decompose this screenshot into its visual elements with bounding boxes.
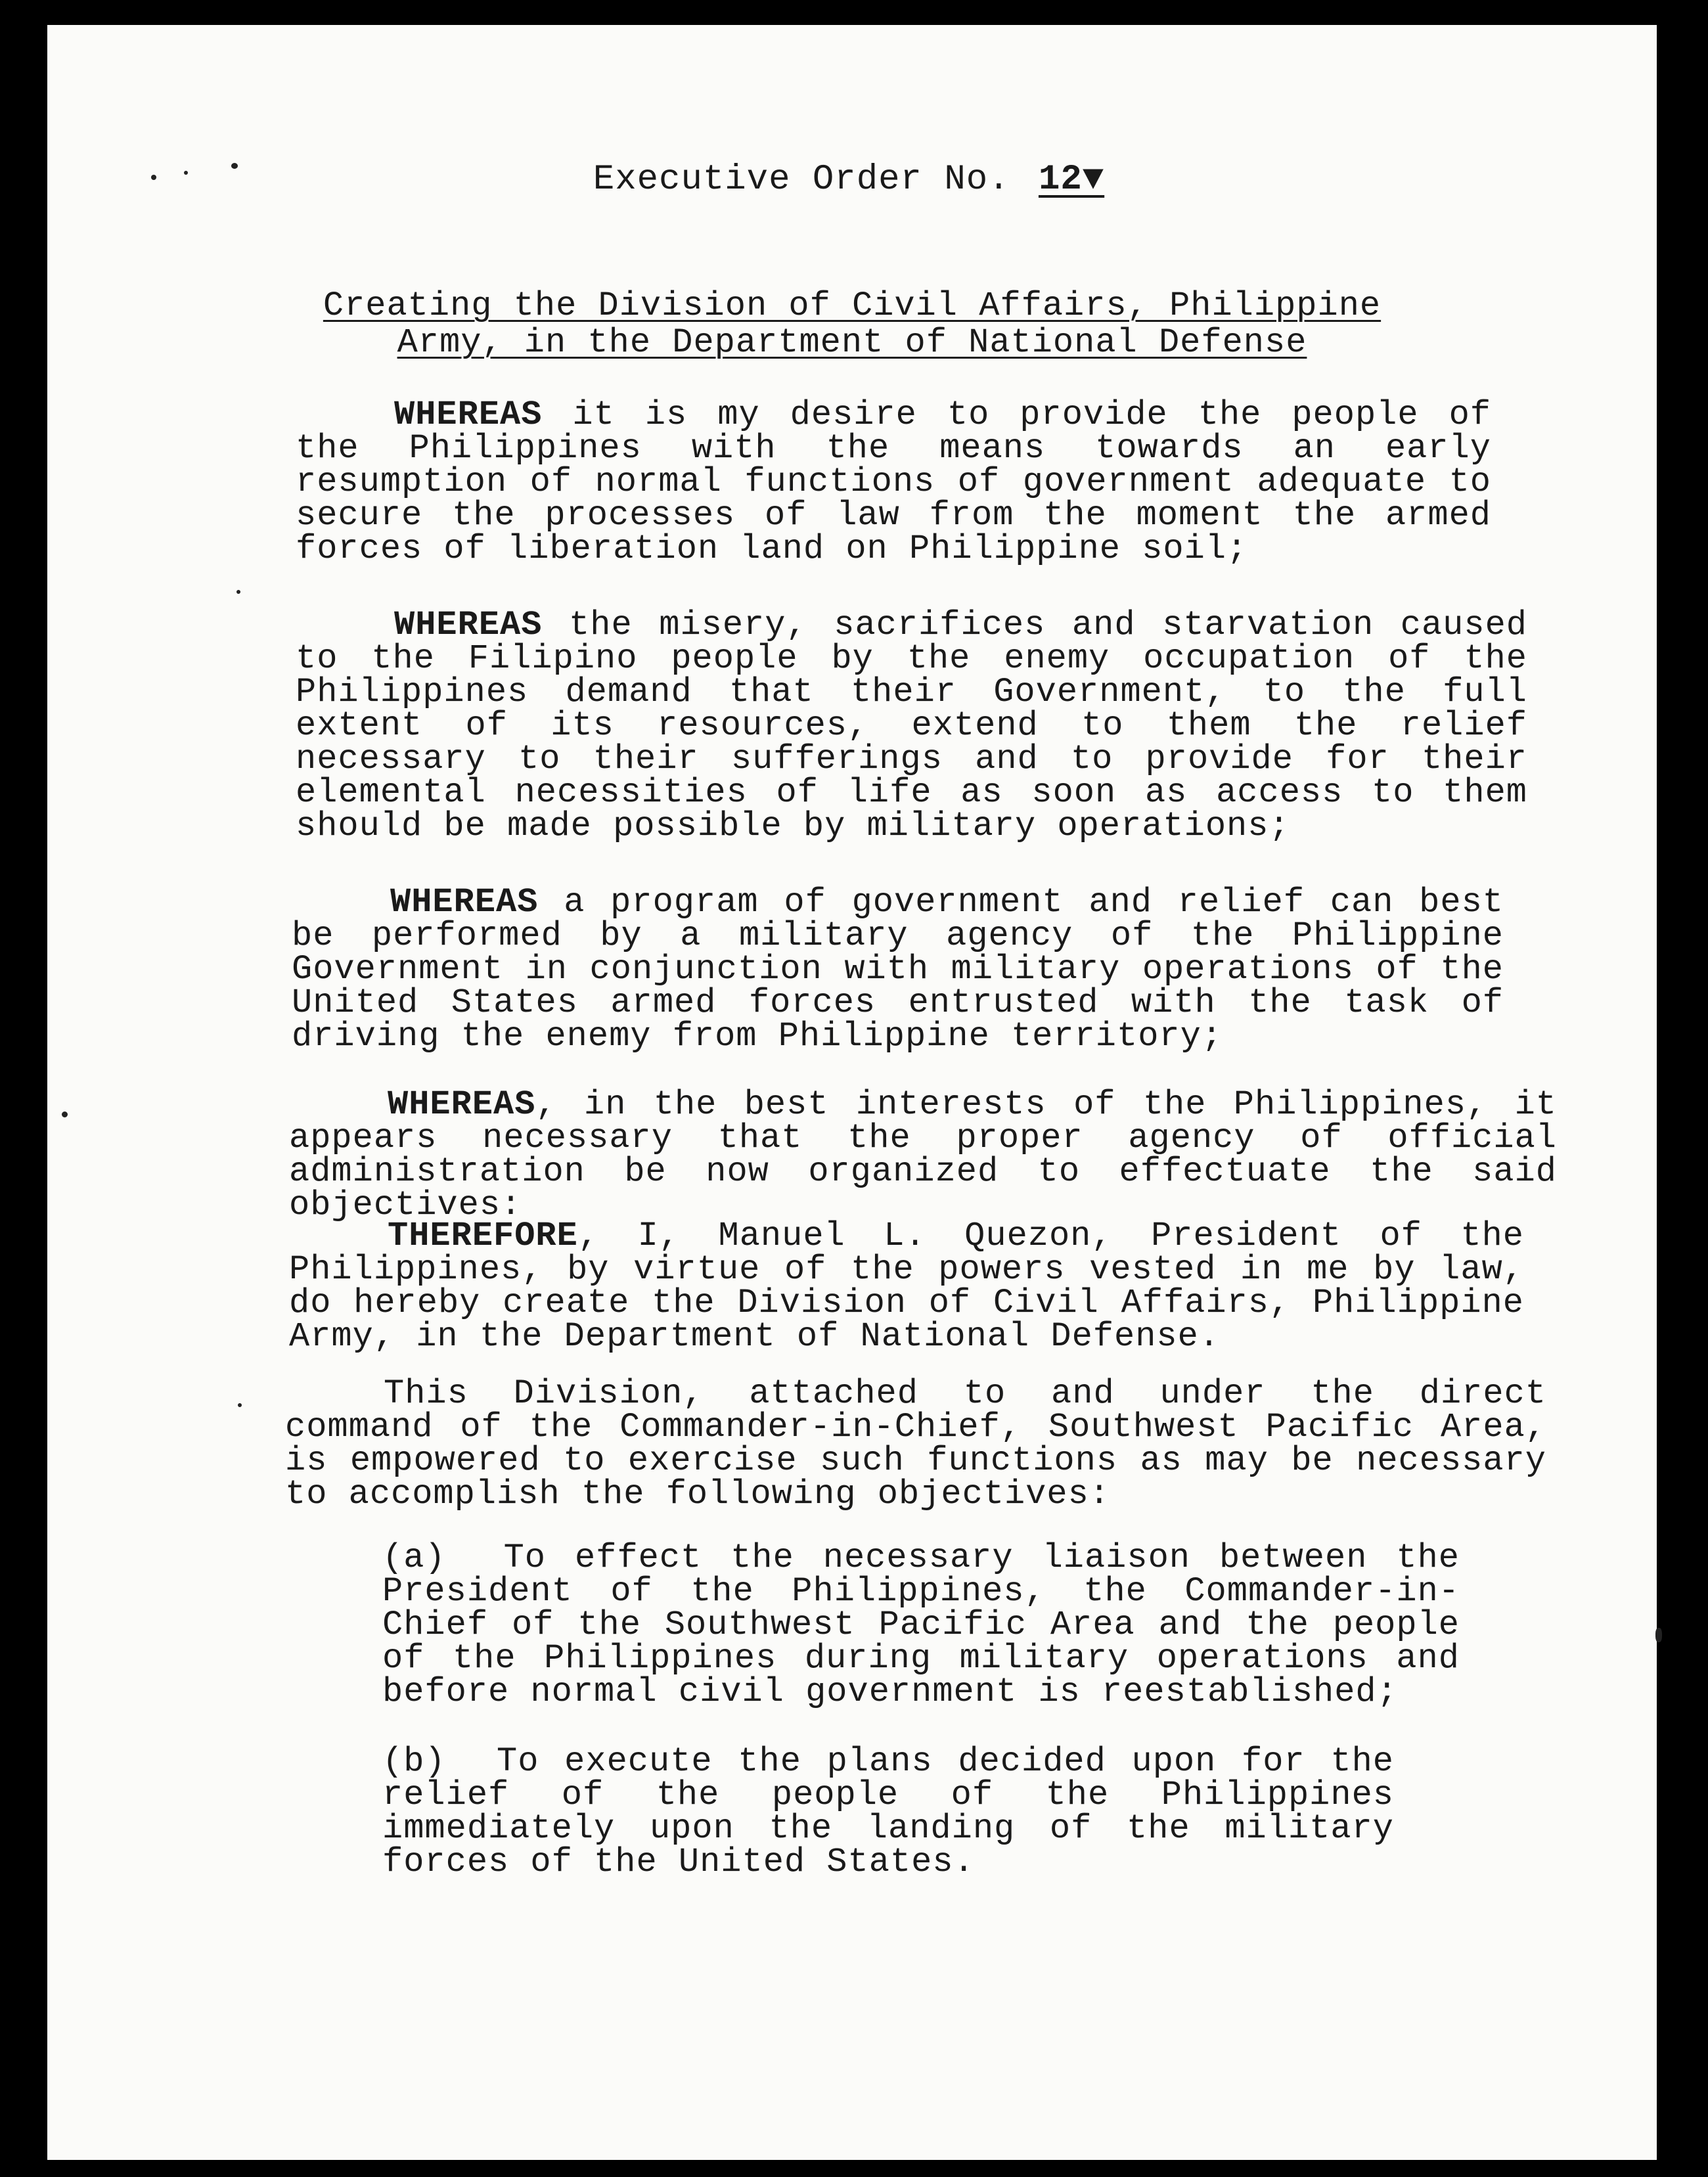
ink-speck — [231, 163, 238, 169]
paragraph-text: a program of government and relief can best be performed by a military agency of the Philippine Government in conjunction with military operations of the United States armed forces entrusted with the task of driving the enemy from Philippine territory; — [292, 883, 1504, 1056]
objective-item-a — [382, 1538, 1460, 1711]
subtitle-line-2: Army, in the Department of National Defense — [397, 323, 1307, 362]
paragraph-text: , I, Manuel L. Quezon, President of the Philippines, by virtue of the powers vested in me by law, do hereby create the Division of Civil Affairs, Philippine Army, in the Department of National Defense. — [289, 1217, 1524, 1356]
therefore-paragraph — [289, 1217, 1524, 1356]
whereas-paragraph-1 — [296, 395, 1491, 568]
paragraph-text: the misery, sacrifices and starvation caused to the Filipino people by the enemy occupation of the Philippines demand that their Government, to the full extent of its resources, extend to them the relief necessary to their sufferings and to provide for their elemental necessities of life as soon as access to them should be made possible by military operations; — [296, 606, 1527, 845]
heading-prefix: Executive Order No. — [593, 160, 1010, 200]
paragraph-lead: WHEREAS — [388, 1085, 536, 1124]
item-label: (b) — [382, 1742, 446, 1781]
item-label: (a) — [382, 1538, 446, 1577]
paragraph-lead: WHEREAS — [394, 395, 543, 434]
document-subtitle — [47, 288, 1657, 361]
ink-speck — [151, 175, 156, 180]
document-heading — [47, 160, 1657, 200]
ink-speck — [62, 1111, 68, 1117]
paragraph-text: , in the best interests of the Philippines, it appears necessary that the proper agency of official administration be now organized to effectuate the said objectives: — [289, 1085, 1557, 1224]
document-page — [47, 25, 1657, 2160]
whereas-paragraph-2 — [296, 608, 1527, 843]
paragraph-lead: THEREFORE — [388, 1217, 578, 1255]
whereas-paragraph-4 — [289, 1085, 1557, 1224]
ink-speck — [238, 1403, 242, 1407]
ink-speck — [184, 171, 188, 175]
order-number: 12▼ — [1038, 160, 1105, 200]
item-text: To execute the plans decided upon for the relief of the people of the Philippines immediately upon the landing of the military forces of the United States. — [382, 1742, 1394, 1881]
paragraph-text: it is my desire to provide the people of the Philippines with the means towards an early resumption of normal functions of government adequate to secure the processes of law from the moment the armed forces of liberation land on Philippine soil; — [296, 395, 1491, 568]
paragraph-text: This Division, attached to and under the direct command of the Commander-in-Chief, Southwest Pacific Area, is empowered to exercise such functions as may be necessary to accomplish the following objectives: — [285, 1374, 1546, 1514]
whereas-paragraph-3 — [292, 883, 1504, 1056]
division-paragraph — [285, 1374, 1546, 1514]
paragraph-lead: WHEREAS — [390, 883, 539, 922]
paragraph-lead: WHEREAS — [394, 606, 543, 644]
objective-item-b — [382, 1742, 1394, 1881]
ink-speck — [236, 590, 240, 594]
ink-speck — [1655, 1628, 1662, 1642]
subtitle-line-1: Creating the Division of Civil Affairs, Philippine — [323, 286, 1382, 325]
item-text: To effect the necessary liaison between the President of the Philippines, the Commander-in-Chief of the Southwest Pacific Area and the people of the Philippines during military operations and before normal civil government is reestablished; — [382, 1538, 1460, 1711]
